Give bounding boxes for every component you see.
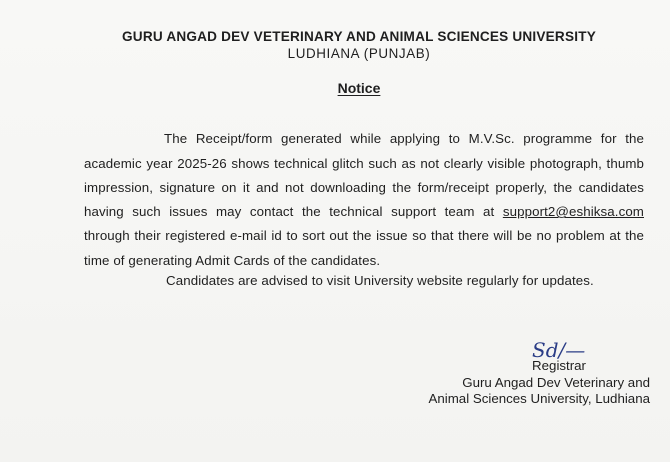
university-location: LUDHIANA (PUNJAB) xyxy=(287,46,431,61)
signatory-block xyxy=(400,358,650,408)
registrar-title: Registrar xyxy=(532,358,586,373)
notice-title: Notice xyxy=(337,80,381,96)
advisory-text: Candidates are advised to visit University website regularly for updates. xyxy=(166,273,594,288)
support-email-link[interactable]: support2@eshiksa.com xyxy=(502,204,644,220)
signatory-org-line-1: Guru Angad Dev Veterinary and xyxy=(462,374,650,390)
letterhead xyxy=(0,28,670,62)
signature-mark: Sd/— xyxy=(532,338,586,362)
university-name: GURU ANGAD DEV VETERINARY AND ANIMAL SCIENCES UNIVERSITY xyxy=(122,29,596,44)
notice-body-text-2: through their registered e-mail id to sort out the issue so that there will be no problem at the time of generating Admit Cards of the candidates. xyxy=(84,228,644,268)
signatory-org-line-2: Animal Sciences University, Ludhiana xyxy=(428,391,650,406)
notice-body xyxy=(84,127,644,273)
notice-body-text-1: The Receipt/form generated while applying to M.V.Sc. programme for the academic year 2025-26 shows technical glitch such as not clearly visible photograph, thumb impression, signature on it and not downloading the form/receipt properly, the candidates having such issues may contact the technical support team at xyxy=(84,131,644,220)
